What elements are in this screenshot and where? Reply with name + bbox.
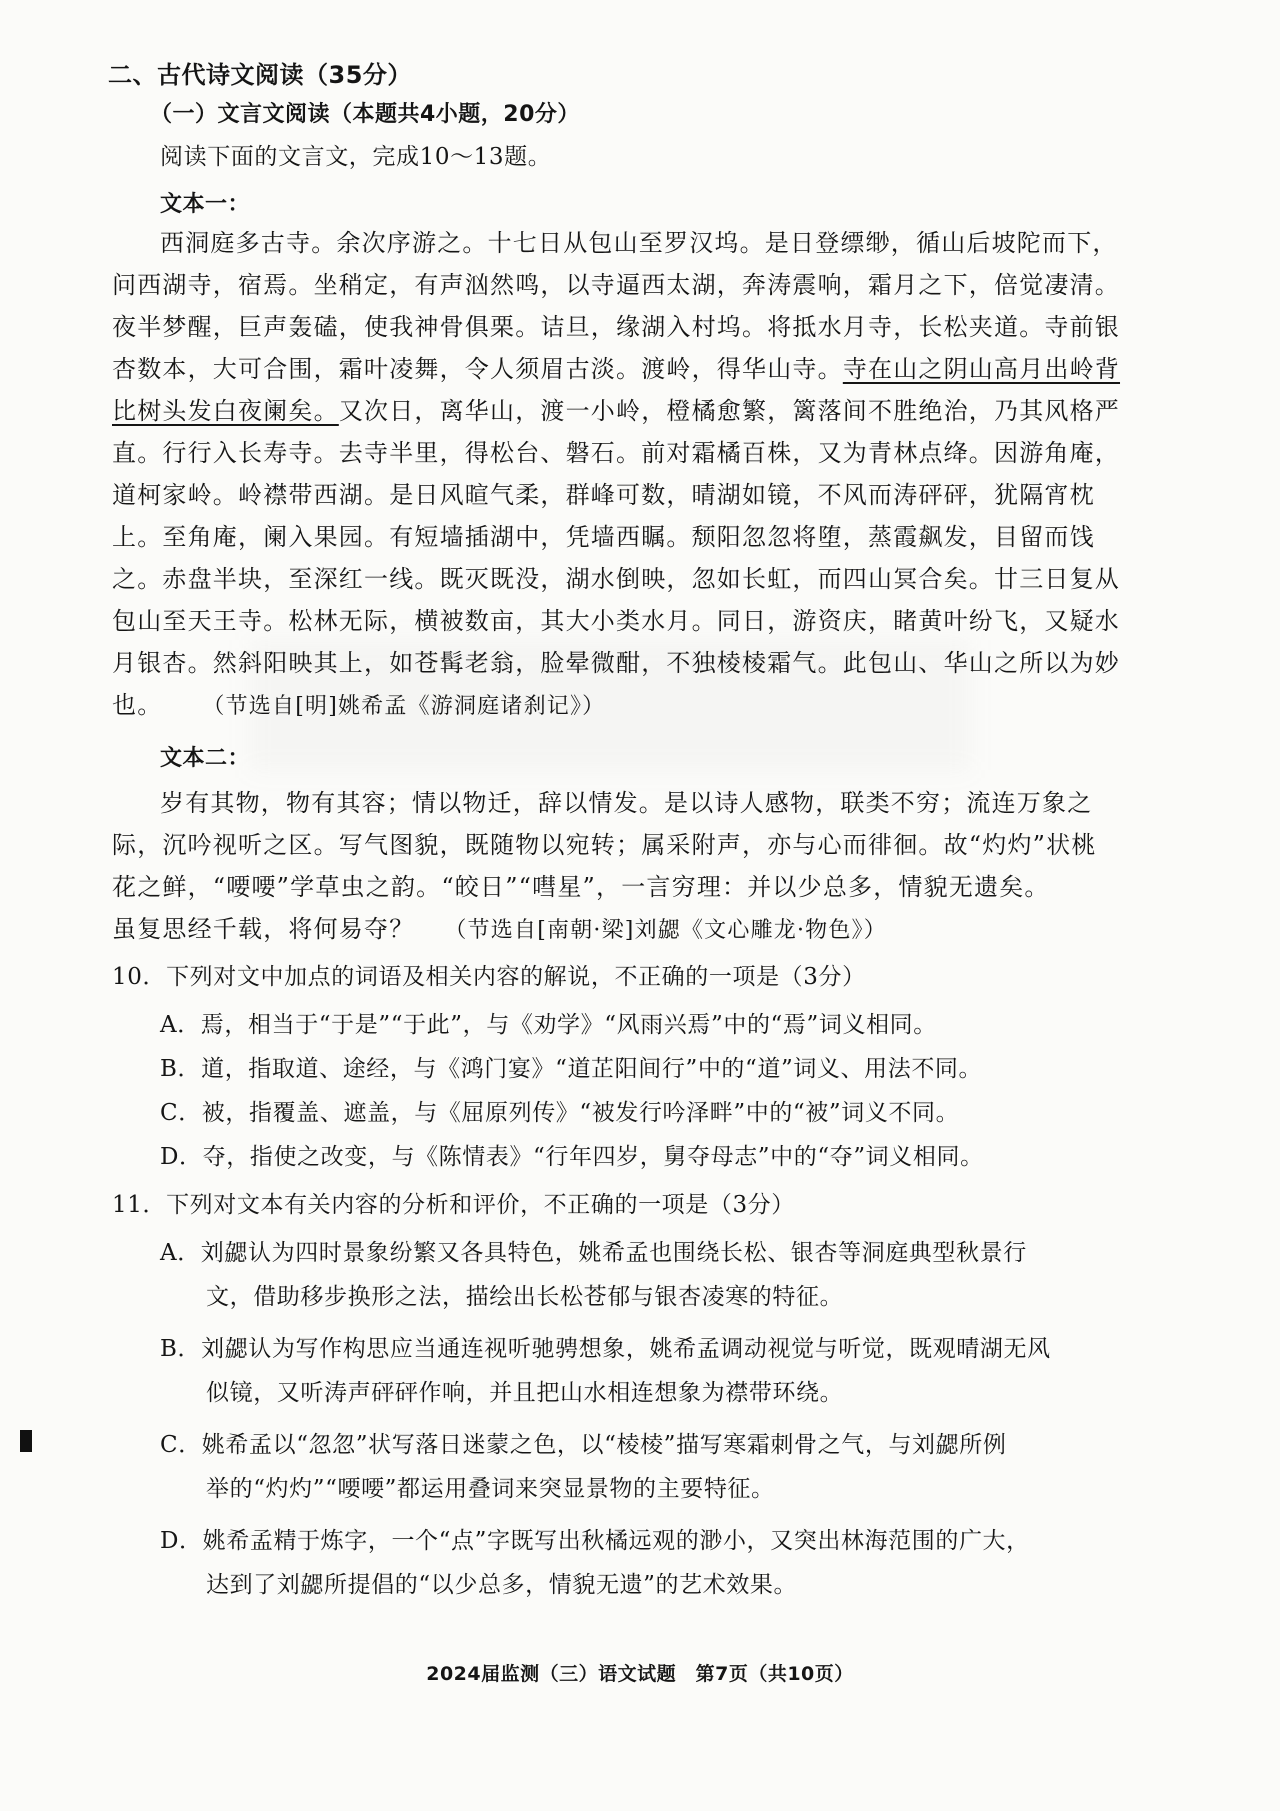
question-10-stem: 10．下列对文中加点的词语及相关内容的解说，不正确的一项是（3分） <box>112 964 866 990</box>
text1-line-1: 西洞庭多古寺。余次序游之。十七日从包山至罗汉坞。是日登缥缈，循山后坡陀而下， <box>160 229 1118 257</box>
text1-line-8: 上。至角庵，阑入果园。有短墙插湖中，凭墙西瞩。颓阳忽忽将堕，蒸霞飙发，目留而饯 <box>112 523 1095 551</box>
text1-line-11: 月银杏。然斜阳映其上，如苍髯老翁，脸晕微酣，不独棱棱霜气。此包山、华山之所以为妙 <box>112 649 1120 677</box>
text2-line-2: 际，沉吟视听之区。写气图貌，既随物以宛转；属采附声，亦与心而徘徊。故“灼灼”状桃 <box>112 831 1097 859</box>
text2-line-3: 花之鲜，“喓喓”学草虫之韵。“皎日”“嘒星”，一言穷理：并以少总多，情貌无遗矣。 <box>112 873 1050 901</box>
section-subheading: （一）文言文阅读（本题共4小题，20分） <box>150 102 580 127</box>
text1-label: 文本一： <box>160 192 251 217</box>
text1-line-10: 包山至天王寺。松林无际，横被数亩，其大小类水月。同日，游资庆，睹黄叶纷飞，又疑水 <box>112 607 1120 635</box>
question-11-option-b-line-1: B．刘勰认为写作构思应当通连视听驰骋想象，姚希孟调动视觉与听觉，既观晴湖无风 <box>160 1336 1051 1362</box>
text1-line-7: 道柯家岭。岭襟带西湖。是日风暄气柔，群峰可数，晴湖如镜，不风而涛砰砰，犹隔宵枕 <box>112 481 1095 509</box>
question-11-stem: 11．下列对文本有关内容的分析和评价，不正确的一项是（3分） <box>112 1192 795 1218</box>
question-11-option-a-line-2: 文，借助移步换形之法，描绘出长松苍郁与银杏凌寒的特征。 <box>206 1284 844 1310</box>
text1-line-6: 直。行行入长寿寺。去寺半里，得松台、磐石。前对霜橘百株，又为青林点绛。因游角庵， <box>112 439 1120 467</box>
text1-line-4 <box>112 352 1120 386</box>
question-11-option-c-line-1: C．姚希孟以“忽忽”状写落日迷蒙之色，以“棱棱”描写寒霜刺骨之气，与刘勰所例 <box>160 1432 1007 1458</box>
question-11-option-d-line-1: D．姚希孟精于炼字，一个“点”字既写出秋橘远观的渺小，又突出林海范围的广大， <box>160 1528 1030 1554</box>
text2-label: 文本二： <box>160 746 251 771</box>
section-instruction: 阅读下面的文言文，完成10～13题。 <box>160 144 552 170</box>
text1-line-3: 夜半梦醒，巨声轰磕，使我神骨俱栗。诘旦，缘湖入村坞。将抵水月寺，长松夹道。寺前银 <box>112 313 1120 341</box>
question-11-option-b-line-2: 似镜，又听涛声砰砰作响，并且把山水相连想象为襟带环绕。 <box>206 1380 844 1406</box>
text1-line-4-plain: 杏数本，大可合围，霜叶凌舞，令人须眉古淡。渡岭，得华山寺。 <box>112 355 843 383</box>
text2-source: （节选自[南朝·梁]刘勰《文心雕龙·物色》） <box>444 918 887 943</box>
underlined-sentence-part-2: 比树头发白夜阑矣。 <box>112 397 339 425</box>
question-10-option-a: A．焉，相当于“于是”“于此”，与《劝学》“风雨兴焉”中的“焉”词义相同。 <box>160 1012 937 1038</box>
question-10-option-c: C．被，指覆盖、遮盖，与《屈原列传》“被发行吟泽畔”中的“被”词义不同。 <box>160 1100 960 1126</box>
text2-line-1: 岁有其物，物有其容；情以物迁，辞以情发。是以诗人感物，联类不穷；流连万象之 <box>160 789 1093 817</box>
question-11-option-d-line-2: 达到了刘勰所提倡的“以少总多，情貌无遗”的艺术效果。 <box>206 1572 798 1598</box>
section-heading: 二、古代诗文阅读（35分） <box>108 61 412 89</box>
text1-line-2: 问西湖寺，宿焉。坐稍定，有声汹然鸣，以寺逼西太湖，奔涛震响，霜月之下，倍觉凄清。 <box>112 271 1120 299</box>
underlined-sentence-part-1: 寺在山之阴山高月出岭背 <box>842 355 1121 383</box>
text1-line-9: 之。赤盘半块，至深红一线。既灭既没，湖水倒映，忽如长虹，而四山冥合矣。廿三日复从 <box>112 565 1120 593</box>
question-11-option-a-line-1: A．刘勰认为四时景象纷繁又各具特色，姚希孟也围绕长松、银杏等洞庭典型秋景行 <box>160 1240 1027 1266</box>
text1-source: （节选自[明]姚希孟《游洞庭诸刹记》） <box>202 694 606 719</box>
question-10-option-d: D．夺，指使之改变，与《陈情表》“行年四岁，舅夺母志”中的“夺”词义相同。 <box>160 1144 984 1170</box>
question-10-option-b: B．道，指取道、途经，与《鸿门宴》“道芷阳间行”中的“道”词义、用法不同。 <box>160 1056 983 1082</box>
question-11-option-c-line-2: 举的“灼灼”“喓喓”都运用叠词来突显景物的主要特征。 <box>206 1476 775 1502</box>
text2-last-line: 虽复思经千载，将何易夺？ <box>112 915 415 943</box>
text1-line-5-plain: 又次日，离华山，渡一小岭，橙橘愈繁，篱落间不胜绝治，乃其风格严 <box>338 397 1121 425</box>
page-footer: 2024届监测（三）语文试题 第7页（共10页） <box>426 1663 854 1685</box>
scan-registration-mark <box>20 1430 32 1452</box>
text1-line-12 <box>112 688 605 724</box>
text2-line-4 <box>112 912 887 948</box>
text1-line-5 <box>112 394 1120 428</box>
text1-last-line: 也。 <box>112 691 163 719</box>
